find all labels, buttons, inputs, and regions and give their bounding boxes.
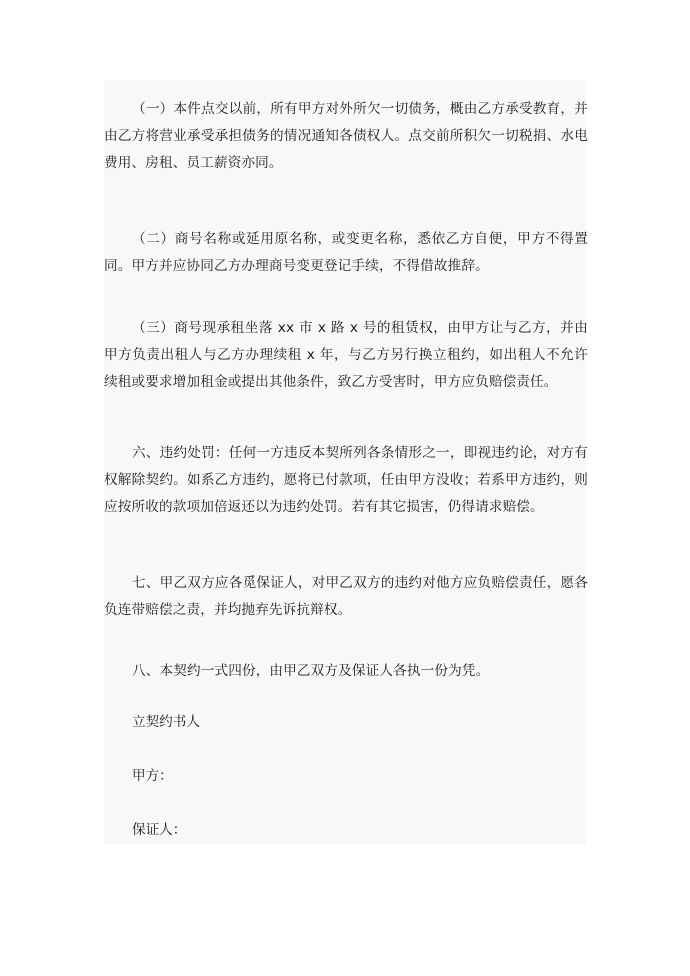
section-8-copies-paragraph: 八、本契约一式四份，由甲乙双方及保证人各执一份为凭。 [132,663,490,679]
clause-2-paragraph: （二）商号名称或延用原名称，或变更名称，悉依乙方自便，甲方不得置同。甲方并应协同乙方办理商号变更登记手续，不得借故推辞。 [104,231,588,274]
section-7-guarantor-paragraph: 七、甲乙双方应各觅保证人，对甲乙双方的违约对他方应负赔偿责任，愿各负连带赔偿之责，并均抛弃先诉抗辩权。 [104,575,588,618]
party-a-signature-line: 甲方： [132,768,173,784]
clause-1-paragraph: （一）本件点交以前，所有甲方对外所欠一切债务，概由乙方承受教育，并由乙方将营业承受承担债务的情况通知各债权人。点交前所积欠一切税捐、水电费用、房租、员工薪资亦同。 [104,101,588,171]
signers-heading: 立契约书人 [132,714,200,730]
clause-3-paragraph: （三）商号现承租坐落 xx 市 x 路 x 号的租赁权，由甲方让与乙方，并由甲方负责出租人与乙方办理续租 x 年，与乙方另行换立租约，如出租人不允许续租或要求增加租金或提出其他条件，致乙方受害时，甲方应负赔偿责任。 [104,320,588,390]
guarantor-signature-line: 保证人： [132,822,187,838]
section-6-breach-paragraph: 六、违约处罚：任何一方违反本契所列各条情形之一，即视违约论，对方有权解除契约。如系乙方违约，愿将已付款项，任由甲方没收；若系甲方违约，则应按所收的款项加倍返还以为违约处罚。若有其它损害，仍得请求赔偿。 [104,445,588,515]
